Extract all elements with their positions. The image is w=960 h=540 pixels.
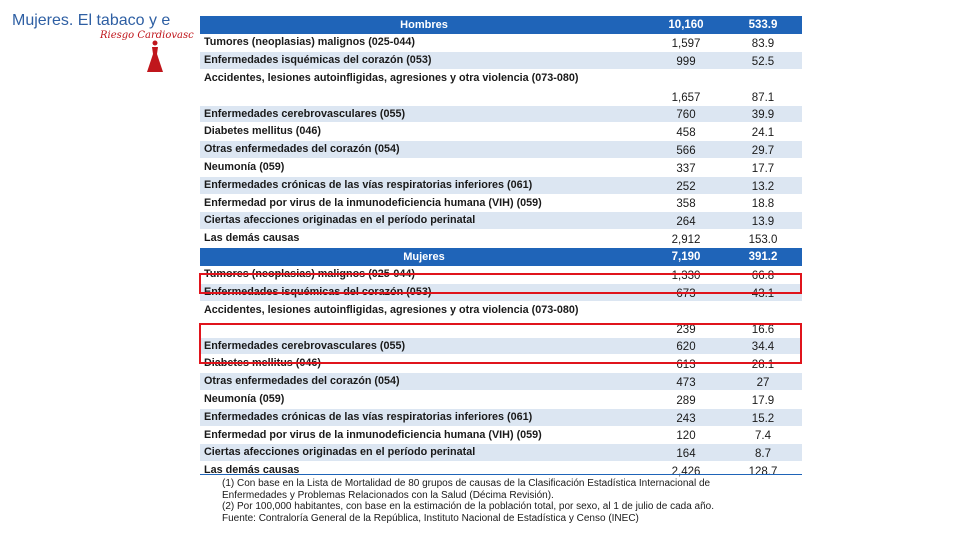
cause-label: Accidentes, lesiones autoinfligidas, agresiones y otra violencia (073-080) [204,303,579,316]
cause-label: Enfermedades crónicas de las vías respiratorias inferiores (061) [204,410,533,423]
death-count: 1,330 [671,269,701,282]
table-row [200,391,802,409]
brand-text: Riesgo Cardiovasc [100,30,194,41]
cause-label: Accidentes, lesiones autoinfligidas, agresiones y otra violencia (073-080) [204,71,579,84]
cause-label: Enfermedades isquémicas del corazón (053) [204,53,432,66]
group-header-hombres [200,16,802,34]
death-rate: 13.2 [751,180,775,193]
cause-label: Ciertas afecciones originadas en el período perinatal [204,214,476,227]
table-row [200,266,802,284]
cause-label: Las demás causas [204,464,300,477]
death-count: 164 [676,448,696,461]
group-rate: 391.2 [748,250,778,263]
death-rate: 13.9 [751,216,775,229]
table-row [200,34,802,52]
death-rate: 28.1 [751,359,775,372]
cause-label: Enfermedad por virus de la inmunodeficiencia humana (VIH) (059) [204,196,542,209]
group-total: 7,190 [671,250,701,263]
death-rate: 43.1 [751,287,775,300]
group-header-mujeres [200,248,802,266]
table-row [200,123,802,141]
cause-label: Las demás causas [204,232,300,245]
death-count: 1,597 [671,37,701,50]
cause-label: Tumores (neoplasias) malignos (025-044) [204,267,416,280]
death-rate: 29.7 [751,144,775,157]
death-count: 566 [676,144,696,157]
death-rate: 153.0 [748,233,778,246]
cause-label: Otras enfermedades del corazón (054) [204,143,400,156]
death-rate: 15.2 [751,412,775,425]
death-count: 473 [676,376,696,389]
death-rate: 128.7 [748,465,778,478]
death-rate: 17.7 [751,162,775,175]
death-count: 264 [676,216,696,229]
cause-label: Otras enfermedades del corazón (054) [204,375,400,388]
cause-label: Enfermedades cerebrovasculares (055) [204,107,406,120]
brand-logo [100,30,200,78]
death-count: 120 [676,430,696,443]
table-row [200,141,802,159]
mortality-table [200,16,802,480]
cause-label: Ciertas afecciones originadas en el período perinatal [204,446,476,459]
table-row [200,284,802,302]
table-row [200,195,802,213]
table-row [200,177,802,195]
table-row [200,338,802,356]
rows-hombres [200,34,802,248]
death-rate: 52.5 [751,55,775,68]
table-row [200,444,802,462]
death-count: 243 [676,412,696,425]
group-rate: 533.9 [748,19,778,31]
death-rate: 18.8 [751,198,775,211]
death-count: 620 [676,341,696,354]
death-rate: 7.4 [755,430,771,443]
dress-icon [146,40,164,74]
death-count: 673 [676,287,696,300]
cause-label: Tumores (neoplasias) malignos (025-044) [204,36,416,48]
group-total: 10,160 [668,19,704,31]
death-rate: 16.6 [751,323,775,336]
table-row [200,212,802,230]
death-rate: 87.1 [751,91,775,104]
table-row [200,373,802,391]
table-row [200,302,802,338]
cause-label: Diabetes mellitus (046) [204,357,322,370]
death-count: 999 [676,55,696,68]
death-count: 2,912 [671,233,701,246]
death-rate: 83.9 [751,37,775,50]
group-label: Hombres [400,19,448,31]
table-row [200,230,802,248]
cause-label: Enfermedades crónicas de las vías respiratorias inferiores (061) [204,178,533,191]
table-row [200,355,802,373]
death-count: 289 [676,394,696,407]
death-rate: 8.7 [755,448,771,461]
table-row [200,427,802,445]
table-row [200,159,802,177]
note-line: (2) Por 100,000 habitantes, con base en la estimación de la población total, por sexo, al 1 de julio de cada año. [222,501,714,512]
death-count: 760 [676,109,696,122]
cause-label: Enfermedad por virus de la inmunodeficiencia humana (VIH) (059) [204,428,542,441]
cause-label: Enfermedades isquémicas del corazón (053) [204,285,432,298]
cause-label: Neumonía (059) [204,160,285,173]
death-rate: 27 [756,376,770,389]
death-rate: 39.9 [751,109,775,122]
note-line: Enfermedades y Problemas Relacionados con la Salud (Décima Revisión). [222,489,554,501]
death-count: 613 [676,359,696,372]
death-count: 1,657 [671,91,701,104]
death-count: 358 [676,198,696,211]
death-rate: 24.1 [751,127,775,140]
rows-mujeres [200,266,802,480]
death-count: 337 [676,162,696,175]
death-count: 239 [676,323,696,336]
table-row [200,106,802,124]
death-rate: 34.4 [751,341,775,354]
cause-label: Diabetes mellitus (046) [204,125,322,138]
cause-label: Enfermedades cerebrovasculares (055) [204,339,406,352]
death-count: 252 [676,180,696,193]
page-title: Mujeres. El tabaco y e [12,12,171,29]
note-line: (1) Con base en la Lista de Mortalidad de 80 grupos de causas de la Clasificación Estadística Internacional de [222,478,711,489]
death-rate: 17.9 [751,394,775,407]
group-label: Mujeres [403,250,445,263]
death-rate: 66.8 [751,269,775,282]
table-row [200,70,802,106]
death-count: 458 [676,127,696,140]
note-line: Fuente: Contraloría General de la República, Instituto Nacional de Estadística y Censo (INEC) [222,512,639,524]
table-row [200,52,802,70]
table-row [200,409,802,427]
death-count: 2,426 [671,465,701,478]
cause-label: Neumonía (059) [204,392,285,405]
table-notes [200,474,802,524]
